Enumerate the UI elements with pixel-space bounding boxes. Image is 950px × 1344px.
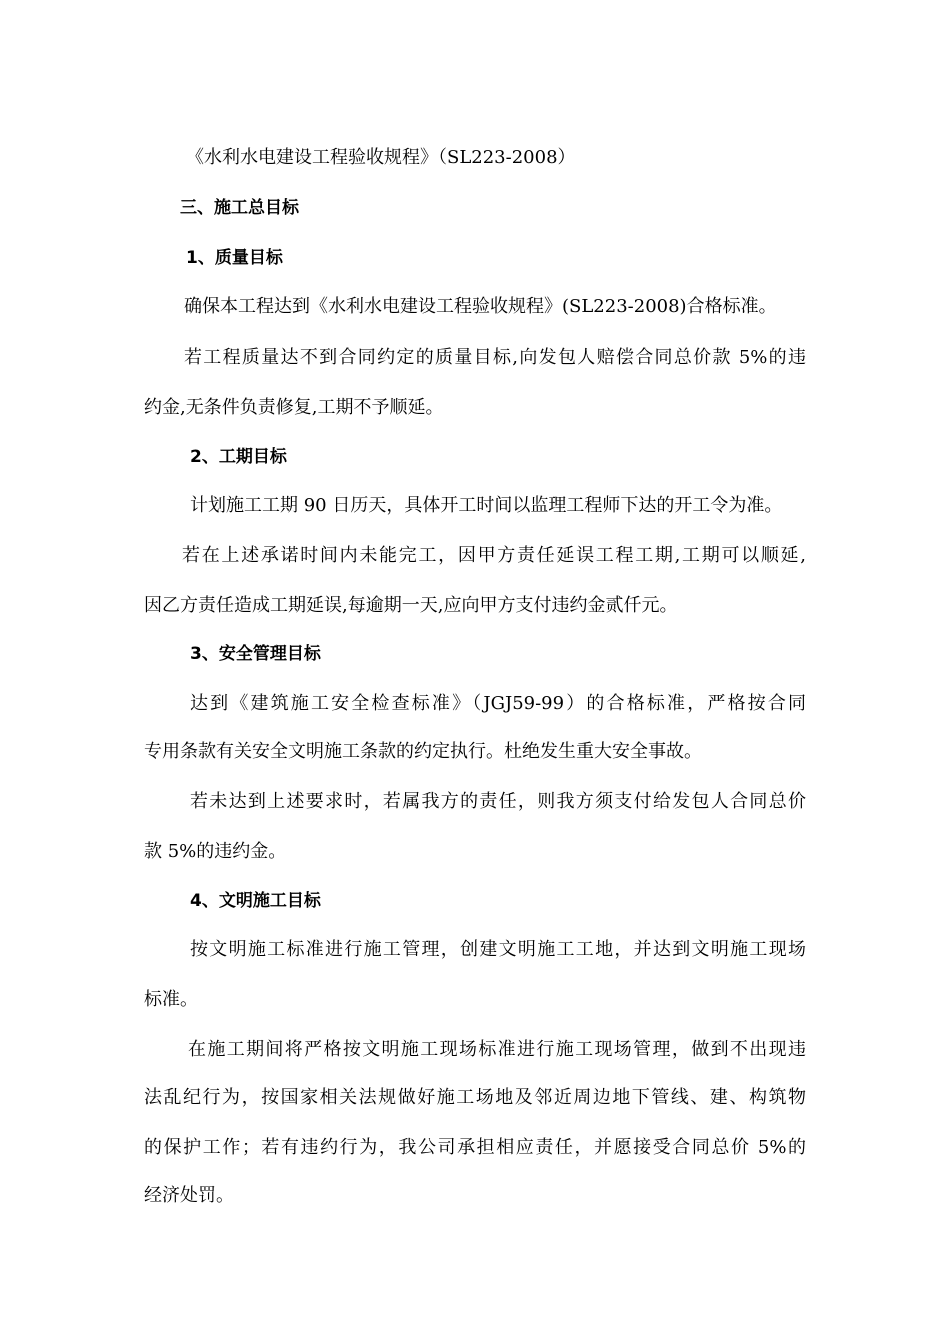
- safety-goal-paragraph-1-line-2: 专用条款有关安全文明施工条款的约定执行。杜绝发生重大安全事故。: [144, 741, 702, 762]
- quality-goal-paragraph-2-line-1: 若工程质量达不到合同约定的质量目标,向发包人赔偿合同总价款 5%的违: [184, 347, 806, 368]
- schedule-goal-paragraph-2-line-1: 若在上述承诺时间内未能完工，因甲方责任延误工程工期,工期可以顺延,: [182, 545, 806, 566]
- safety-goal-paragraph-1-line-1: 达到《建筑施工安全检查标准》（JGJ59-99）的合格标准，严格按合同: [190, 693, 806, 714]
- subheading-civilized-construction-goal: 4、文明施工目标: [190, 891, 321, 911]
- civilized-goal-paragraph-1-line-2: 标准。: [144, 989, 198, 1010]
- subheading-safety-goal: 3、安全管理目标: [190, 644, 321, 664]
- schedule-goal-paragraph-1: 计划施工工期 90 日历天，具体开工时间以监理工程师下达的开工令为准。: [190, 495, 783, 516]
- standard-reference: 《水利水电建设工程验收规程》（SL223-2008）: [186, 147, 576, 168]
- safety-goal-paragraph-2-line-2: 款 5%的违约金。: [144, 841, 287, 862]
- section-heading-construction-goals: 三、施工总目标: [180, 198, 299, 218]
- subheading-quality-goal: 1、质量目标: [186, 248, 283, 268]
- quality-goal-paragraph-2-line-2: 约金,无条件负责修复,工期不予顺延。: [144, 397, 444, 418]
- subheading-schedule-goal: 2、工期目标: [190, 447, 287, 467]
- safety-goal-paragraph-2-line-1: 若未达到上述要求时，若属我方的责任，则我方须支付给发包人合同总价: [190, 791, 806, 812]
- quality-goal-paragraph-1: 确保本工程达到《水利水电建设工程验收规程》(SL223-2008)合格标准。: [184, 296, 777, 317]
- civilized-goal-paragraph-2-line-4: 经济处罚。: [144, 1185, 234, 1206]
- civilized-goal-paragraph-2-line-3: 的保护工作；若有违约行为，我公司承担相应责任，并愿接受合同总价 5%的: [144, 1137, 806, 1158]
- schedule-goal-paragraph-2-line-2: 因乙方责任造成工期延误,每逾期一天,应向甲方支付违约金贰仟元。: [144, 595, 678, 616]
- civilized-goal-paragraph-2-line-1: 在施工期间将严格按文明施工现场标准进行施工现场管理，做到不出现违: [188, 1039, 806, 1060]
- civilized-goal-paragraph-1-line-1: 按文明施工标准进行施工管理，创建文明施工工地，并达到文明施工现场: [190, 939, 806, 960]
- civilized-goal-paragraph-2-line-2: 法乱纪行为，按国家相关法规做好施工场地及邻近周边地下管线、建、构筑物: [144, 1087, 806, 1108]
